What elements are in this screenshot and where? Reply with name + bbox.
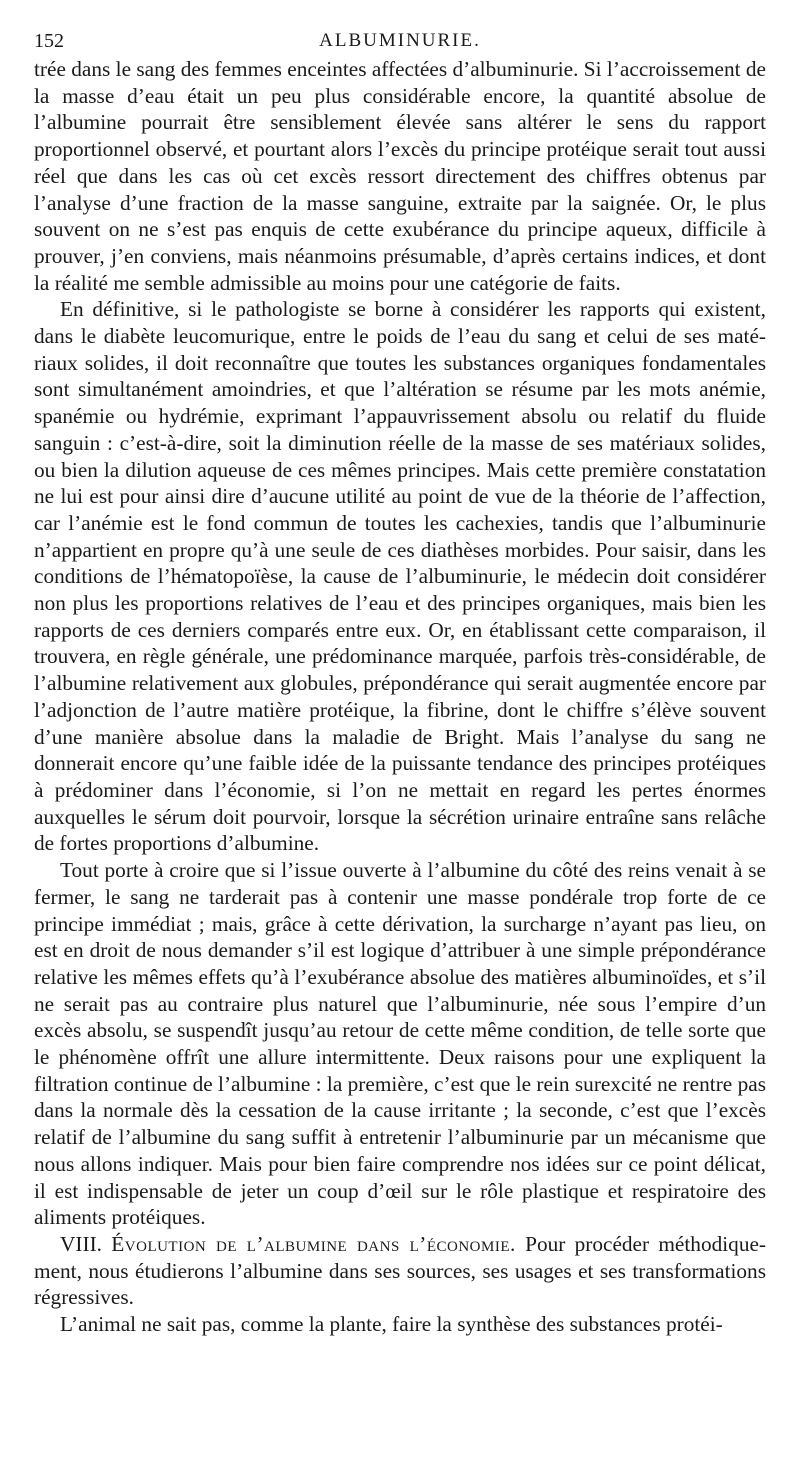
section-paragraph (34, 1231, 766, 1311)
book-page (34, 26, 766, 1338)
paragraph: Tout porte à croire que si l’issue ouverte à l’albumine du côté des reins venait à se fermer, le sang ne tarderait pas à contenir une masse pondérale trop forte de ce principe immédiat ; mais, grâce à cette dérivation, la surcharge n’ayant pas lieu, on est en droit de nous demander s’il est logique d’attribuer à une simple prépondérance relative les mêmes effets qu’à l’exubérance absolue des matières albuminoïdes, et s’il ne serait pas au contraire plus naturel que l’albuminurie, née sous l’empire d’un excès absolu, se suspendît jusqu’au retour de cette même condition, de telle sorte que le phénomène offrît une allure intermittente. Deux raisons pour une expliquent la filtration continue de l’albumine : la première, c’est que le rein surexcité ne rentre pas dans la normale dès la cessation de la cause irritante ; la seconde, c’est que l’excès relatif de l’albumine du sang suffit à entretenir l’albuminurie par un mécanisme que nous allons indiquer. Mais pour bien faire comprendre nos idées sur ce point délicat, il est indispensable de jeter un coup d’œil sur le rôle plastique et respiratoire des aliments protéiques. (34, 858, 766, 1230)
paragraph: En définitive, si le pathologiste se borne à considérer les rapports qui existent, dans le diabète leucomurique, entre le poids de l’eau du sang et celui de ses matériaux solides, il doit reconnaître que toutes les substances organiques fondamentales sont simultanément amoindries, et que l’altération se résume par les mots anémie, spanémie ou hydrémie, exprimant l’appauvrissement absolu ou relatif du fluide sanguin : c’est-à-dire, soit la diminution réelle de la masse de ses matériaux solides, ou bien la dilution aqueuse de ces mêmes principes. Mais cette première constatation ne lui est pour ainsi dire d’aucune utilité au point de vue de la théorie de l’affection, car l’anémie est le fond commun de toutes les cachexies, tandis que l’albuminurie n’appartient en propre qu’à une seule de ces diathèses morbides. Pour saisir, dans les conditions de l’hématopoïèse, la cause de l’albuminurie, le médecin doit considérer non plus les proportions relatives de l’eau et des principes organiques, mais bien les rapports de ces derniers comparés entre eux. Or, en établissant cette comparaison, il trouvera, en règle générale, une prédominance marquée, parfois très-considérable, de l’albumine relativement aux globules, prépondérance qui serait augmentée encore par l’adjonction de l’autre matière protéique, la fibrine, dont le chiffre s’élève souvent d’une manière absolue dans la maladie de Bright. Mais l’analyse du sang ne donnerait encore qu’une faible idée de la puissante tendance des principes protéiques à prédominer dans l’économie, si l’on ne mettait en regard les pertes énormes auxquelles le sérum doit pourvoir, lorsque la sécrétion urinaire entraîne sans relâche de fortes proportions d’albumine. (34, 297, 766, 856)
running-head: ALBUMINURIE. (319, 30, 481, 51)
section-title: Évolution de l’albumine dans l’économie. (111, 1231, 516, 1256)
page-header (34, 26, 766, 56)
paragraph: L’animal ne sait pas, comme la plante, faire la synthèse des substances protéi- (60, 1312, 723, 1337)
page-number: 152 (34, 30, 64, 52)
body-text (34, 56, 766, 1338)
section-number: VIII. (60, 1231, 102, 1256)
section-text: Pour procéder méthodiquement, nous étudierons l’albumine dans ses sources, ses usages et ses transformations régressives. (34, 1231, 767, 1310)
paragraph-continuation: trée dans le sang des femmes enceintes affectées d’albuminurie. Si l’accroissement de la masse d’eau était un peu plus considérable encore, la quantité absolue de l’albumine pourrait être sensiblement élevée sans altérer le sens du rapport proportionnel observé, et pourtant alors l’excès du principe protéique serait tout aussi réel que dans les cas où cet excès ressort directement des chiffres obtenus par l’analyse d’une fraction de la masse sanguine, extraite par la saignée. Or, le plus souvent on ne s’est pas enquis de cette exubérance du principe aqueux, difficile à prouver, j’en conviens, mais néanmoins présumable, d’après certains indices, et dont la réalité me semble admissible au moins pour une catégorie de faits. (34, 57, 766, 295)
